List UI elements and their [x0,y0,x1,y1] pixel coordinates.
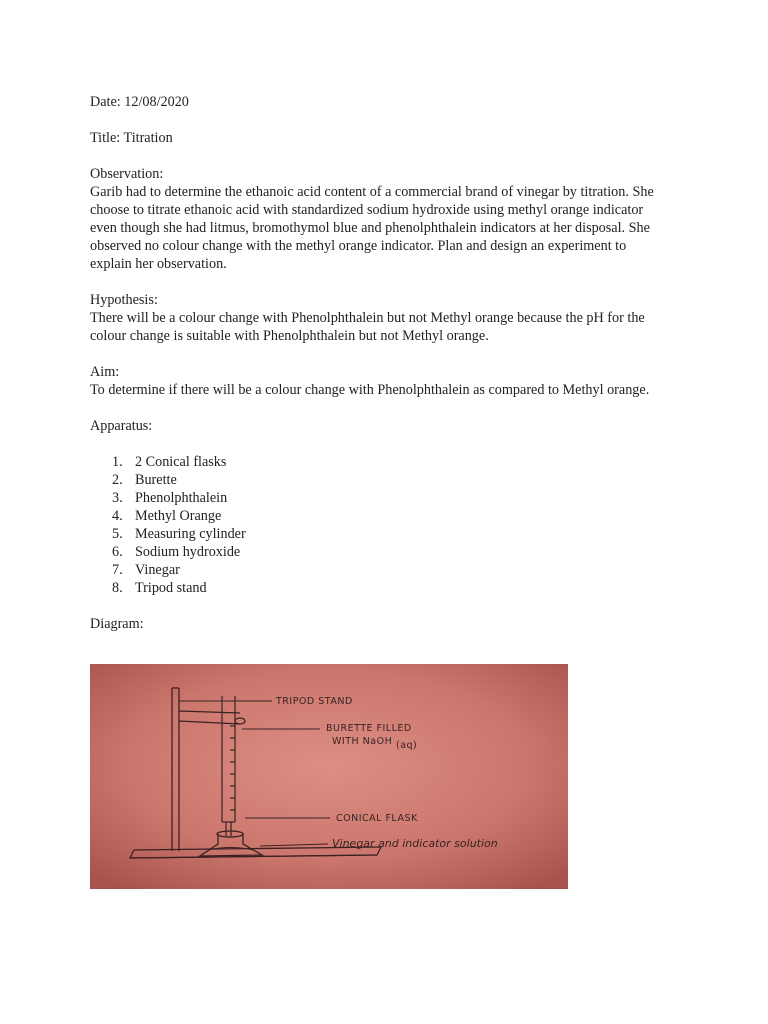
hypothesis-text: There will be a colour change with Phenolphthalein but not Methyl orange because the pH for the colour change is suitable with Phenolphthalein but not Methyl orange. [90,310,645,344]
list-number: 8. [112,580,123,596]
list-label: 2 Conical flasks [135,454,227,470]
label-burette-line2: WITH NaOH [332,736,393,747]
list-item [90,453,670,471]
list-item [90,507,670,525]
date-line: Date: 12/08/2020 [90,94,189,110]
list-number: 7. [112,562,123,578]
list-item [90,579,670,597]
observation-heading: Observation: [90,166,164,182]
title-line: Title: Titration [90,130,173,146]
list-label: Burette [135,472,177,488]
label-vinegar-solution: Vinegar and indicator solution [332,837,498,850]
label-burette-line1: BURETTE FILLED [326,723,412,734]
list-label: Phenolphthalein [135,490,228,506]
diagram-heading: Diagram: [90,616,144,632]
label-conical-flask: CONICAL FLASK [336,813,418,824]
list-item [90,561,670,579]
list-label: Sodium hydroxide [135,544,241,560]
list-item [90,471,670,489]
list-item [90,525,670,543]
apparatus-list [90,453,670,597]
list-item [90,543,670,561]
diagram-svg [90,664,568,889]
list-item [90,489,670,507]
list-label: Methyl Orange [135,508,222,524]
titration-diagram-photo [90,664,568,889]
list-number: 5. [112,526,123,542]
observation-text: Garib had to determine the ethanoic acid content of a commercial brand of vinegar by titration. She choose to titrate ethanoic acid with standardized sodium hydroxide using methyl orange indicator even though she had litmus, bromothymol blue and phenolphthalein indicators at her disposal. She observed no colour change with the methyl orange indicator. Plan and design an experiment to explain her observation. [90,184,654,272]
list-number: 1. [112,454,123,470]
list-number: 6. [112,544,123,560]
aim-heading: Aim: [90,364,120,380]
list-number: 2. [112,472,123,488]
list-number: 3. [112,490,123,506]
hypothesis-heading: Hypothesis: [90,292,158,308]
label-burette-sub: (aq) [396,740,418,751]
list-label: Tripod stand [135,580,207,596]
document-page [90,93,670,633]
list-label: Vinegar [135,562,180,578]
apparatus-heading: Apparatus: [90,418,153,434]
list-label: Measuring cylinder [135,526,246,542]
list-number: 4. [112,508,123,524]
aim-text: To determine if there will be a colour change with Phenolphthalein as compared to Methyl orange. [90,382,650,398]
label-tripod-stand: TRIPOD STAND [276,696,353,707]
